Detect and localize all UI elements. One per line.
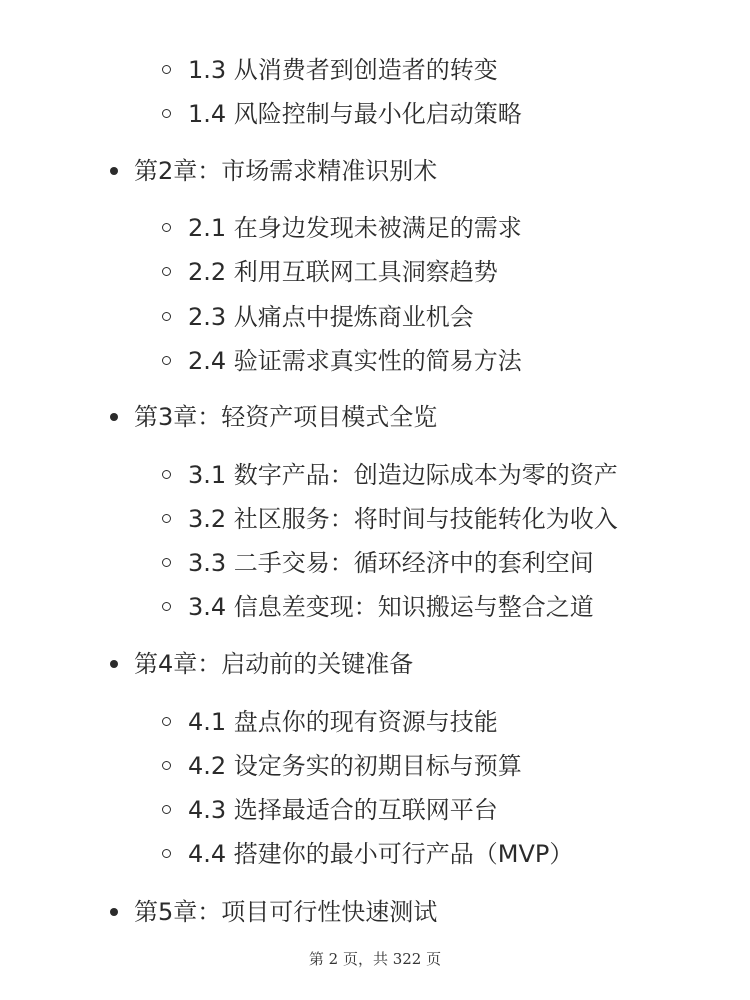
- hollow-circle-bullet-icon: [162, 65, 171, 74]
- toc-chapter-text: 第3章：轻资产项目模式全览: [134, 403, 438, 431]
- hollow-circle-bullet-icon: [162, 267, 171, 276]
- toc-section-text: 2.4 验证需求真实性的简易方法: [188, 347, 522, 375]
- hollow-circle-bullet-icon: [162, 717, 171, 726]
- hollow-circle-bullet-icon: [162, 312, 171, 321]
- toc-section-text: 3.4 信息差变现：知识搬运与整合之道: [188, 593, 594, 621]
- hollow-circle-bullet-icon: [162, 470, 171, 479]
- toc-section-text: 3.1 数字产品：创造边际成本为零的资产: [188, 461, 618, 489]
- toc-section-text: 4.3 选择最适合的互联网平台: [188, 796, 498, 824]
- toc-section-text: 1.3 从消费者到创造者的转变: [188, 56, 498, 84]
- page-footer: [0, 948, 750, 969]
- solid-dot-bullet-icon: [110, 413, 118, 421]
- toc-section-text: 3.3 二手交易：循环经济中的套利空间: [188, 549, 594, 577]
- toc-chapter-text: 第2章：市场需求精准识别术: [134, 157, 438, 185]
- solid-dot-bullet-icon: [110, 660, 118, 668]
- toc-section-text: 2.1 在身边发现未被满足的需求: [188, 214, 522, 242]
- toc-chapter-text: 第5章：项目可行性快速测试: [134, 898, 438, 926]
- hollow-circle-bullet-icon: [162, 356, 171, 365]
- hollow-circle-bullet-icon: [162, 514, 171, 523]
- hollow-circle-bullet-icon: [162, 602, 171, 611]
- page-indicator: 第 2 页，共 322 页: [308, 950, 442, 968]
- solid-dot-bullet-icon: [110, 167, 118, 175]
- hollow-circle-bullet-icon: [162, 805, 171, 814]
- toc-section-text: 2.3 从痛点中提炼商业机会: [188, 303, 474, 331]
- toc-section-text: 4.2 设定务实的初期目标与预算: [188, 752, 522, 780]
- toc-section-text: 4.1 盘点你的现有资源与技能: [188, 708, 498, 736]
- toc-section-text: 2.2 利用互联网工具洞察趋势: [188, 258, 498, 286]
- toc-section-text: 1.4 风险控制与最小化启动策略: [188, 100, 522, 128]
- hollow-circle-bullet-icon: [162, 761, 171, 770]
- hollow-circle-bullet-icon: [162, 849, 171, 858]
- toc-chapter-text: 第4章：启动前的关键准备: [134, 650, 414, 678]
- toc-section-text: 3.2 社区服务：将时间与技能转化为收入: [188, 505, 618, 533]
- solid-dot-bullet-icon: [110, 908, 118, 916]
- hollow-circle-bullet-icon: [162, 558, 171, 567]
- toc-section-text: 4.4 搭建你的最小可行产品（MVP）: [188, 840, 574, 868]
- hollow-circle-bullet-icon: [162, 109, 171, 118]
- hollow-circle-bullet-icon: [162, 223, 171, 232]
